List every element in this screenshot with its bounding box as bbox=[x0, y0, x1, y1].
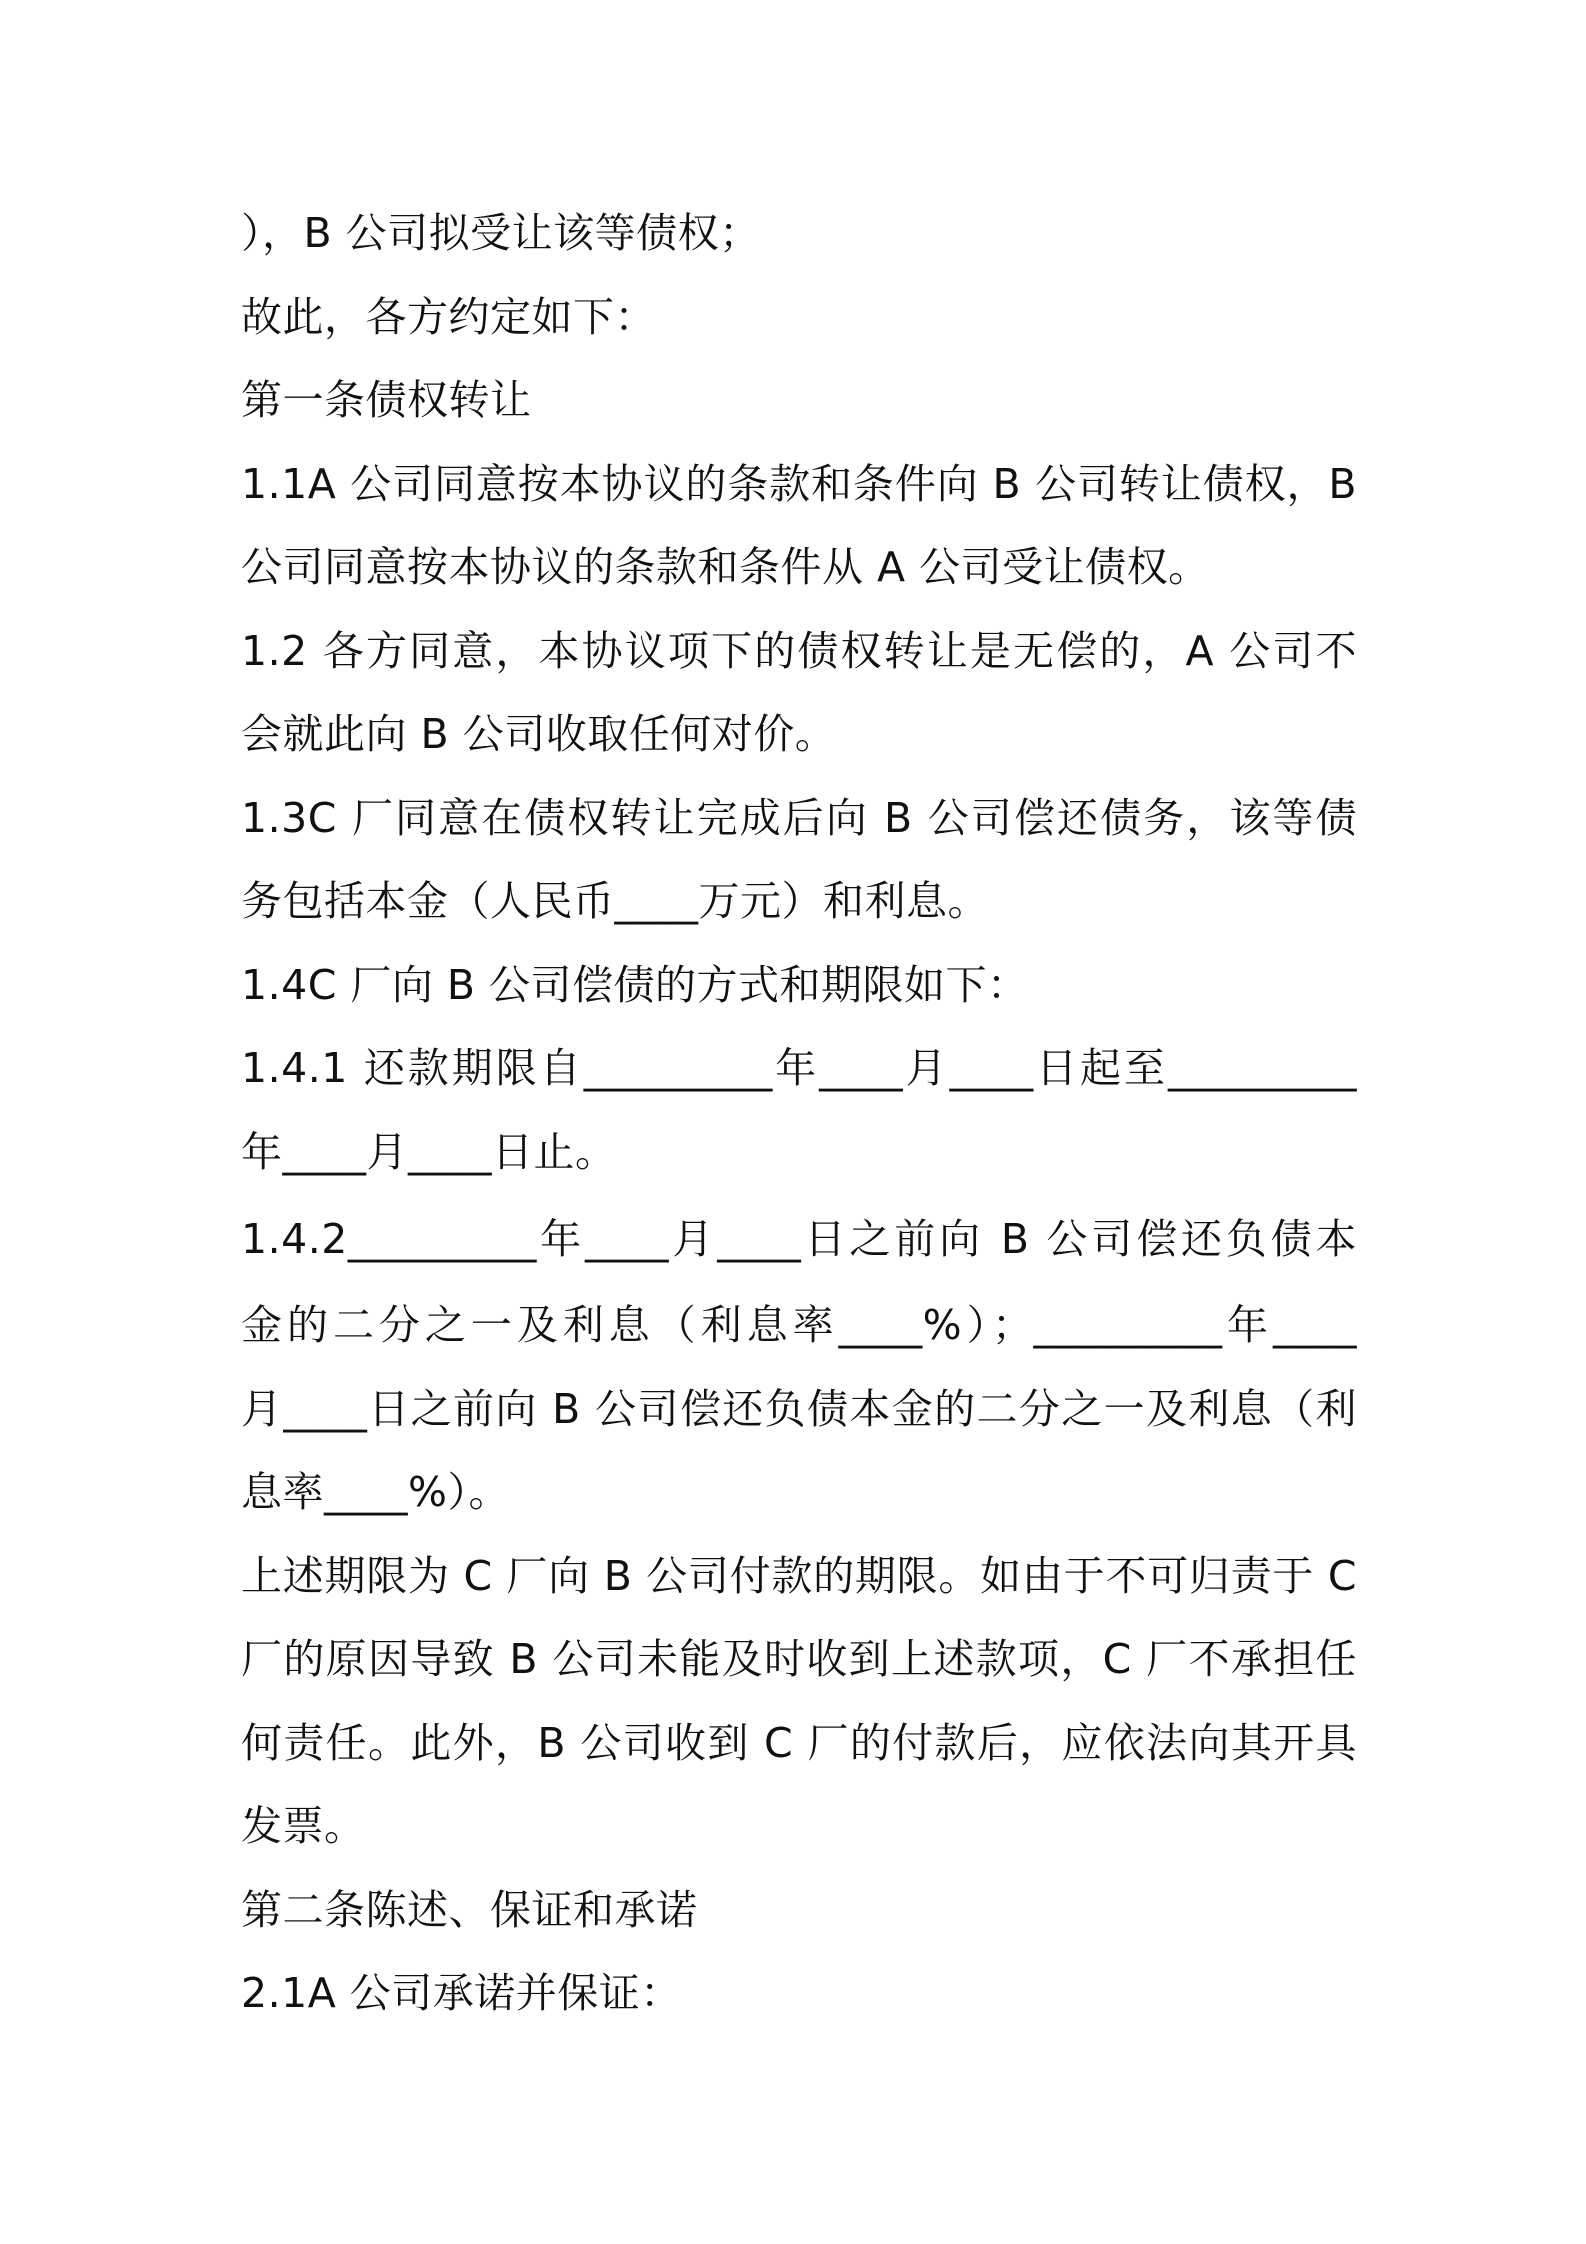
paragraph-line: 厂的原因导致 B 公司未能及时收到上述款项，C 厂不承担任 bbox=[241, 1635, 1357, 1683]
paragraph-line: 1.1A 公司同意按本协议的条款和条件向 B 公司转让债权，B bbox=[241, 459, 1357, 508]
paragraph-line: 月____日之前向 B 公司偿还负债本金的二分之一及利息（利 bbox=[241, 1384, 1357, 1433]
paragraph-line: 年____月____日止。 bbox=[241, 1127, 617, 1176]
document-body bbox=[241, 192, 1357, 2036]
paragraph-line: 会就此向 B 公司收取任何对价。 bbox=[241, 710, 837, 758]
paragraph-line: 1.2 各方同意，本协议项下的债权转让是无偿的，A 公司不 bbox=[241, 626, 1357, 675]
paragraph-line: 1.4C 厂向 B 公司偿债的方式和期限如下： bbox=[241, 960, 1029, 1009]
paragraph-line: 1.3C 厂同意在债权转让完成后向 B 公司偿还债务，该等债 bbox=[241, 793, 1357, 842]
paragraph-line: ），B 公司拟受让该等债权； bbox=[241, 209, 761, 257]
paragraph-line: 公司同意按本协议的条款和条件从 A 公司受让债权。 bbox=[241, 543, 1210, 591]
section-heading: 第一条债权转让 bbox=[241, 376, 532, 424]
paragraph-line: 2.1A 公司承诺并保证： bbox=[241, 1969, 682, 2017]
paragraph-line: 故此，各方约定如下： bbox=[241, 292, 656, 341]
paragraph-line: 金的二分之一及利息（利息率____%）；_________年____ bbox=[241, 1301, 1357, 1349]
paragraph-line: 何责任。此外，B 公司收到 C 厂的付款后，应依法向其开具 bbox=[241, 1718, 1357, 1767]
paragraph-line: 发票。 bbox=[241, 1802, 366, 1850]
paragraph-line: 1.4.2_________年____月____日之前向 B 公司偿还负债本 bbox=[241, 1215, 1357, 1263]
paragraph-line: 上述期限为 C 厂向 B 公司付款的期限。如由于不可归责于 C bbox=[241, 1551, 1357, 1600]
paragraph-line: 1.4.1 还款期限自_________年____月____日起至_________ bbox=[241, 1044, 1357, 1092]
section-heading: 第二条陈述、保证和承诺 bbox=[241, 1885, 698, 1934]
paragraph-line: 务包括本金（人民币____万元）和利息。 bbox=[241, 877, 989, 925]
paragraph-line: 息率____%）。 bbox=[241, 1468, 510, 1516]
